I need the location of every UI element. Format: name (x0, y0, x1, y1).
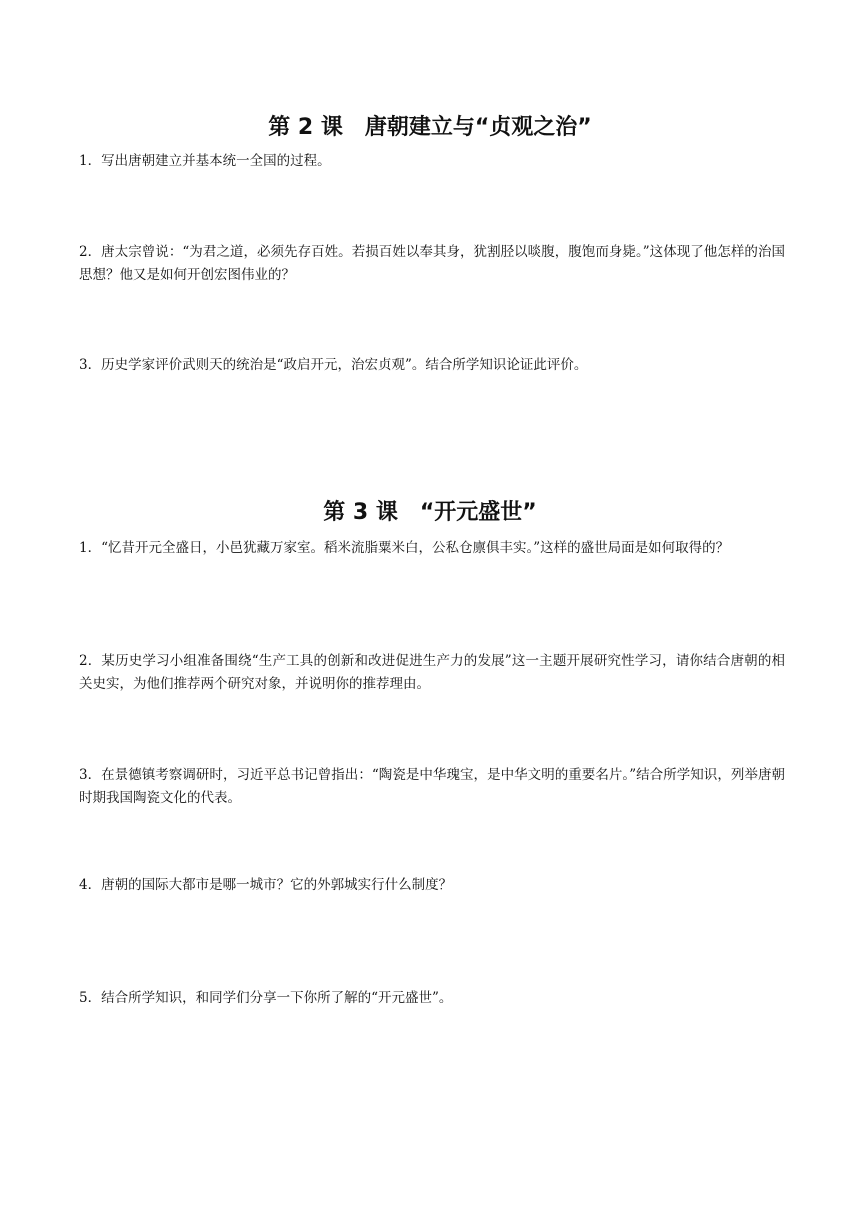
lesson-3-question-2: 2．某历史学习小组准备围绕“生产工具的创新和改进促进生产力的发展”这一主题开展研究性学习，请你结合唐朝的相关史实，为他们推荐两个研究对象，并说明你的推荐理由。 (79, 653, 785, 692)
lesson-3-question-4: 4．唐朝的国际大都市是哪一城市？它的外郭城实行什么制度？ (79, 877, 453, 893)
lesson-2-question-1: 1．写出唐朝建立并基本统一全国的过程。 (79, 153, 331, 169)
lesson-3-question-1: 1．“忆昔开元全盛日，小邑犹藏万家室。稻米流脂粟米白，公私仓廪俱丰实。”这样的盛世局面是如何取得的？ (79, 540, 730, 556)
lesson-2-title: 第 2 课 唐朝建立与“贞观之治” (268, 115, 592, 140)
lesson-2-question-2: 2．唐太宗曾说：“为君之道，必须先存百姓。若损百姓以奉其身，犹割胫以啖腹，腹饱而身毙。”这体现了他怎样的治国思想？他又是如何开创宏图伟业的？ (79, 244, 785, 283)
lesson-3-question-3: 3．在景德镇考察调研时，习近平总书记曾指出：“陶瓷是中华瑰宝，是中华文明的重要名片。”结合所学知识，列举唐朝时期我国陶瓷文化的代表。 (79, 767, 785, 806)
lesson-3-title: 第 3 课 “开元盛世” (323, 500, 537, 525)
lesson-3-question-5: 5．结合所学知识，和同学们分享一下你所了解的“开元盛世”。 (79, 990, 453, 1006)
lesson-2-question-3: 3．历史学家评价武则天的统治是“政启开元，治宏贞观”。结合所学知识论证此评价。 (79, 357, 588, 373)
